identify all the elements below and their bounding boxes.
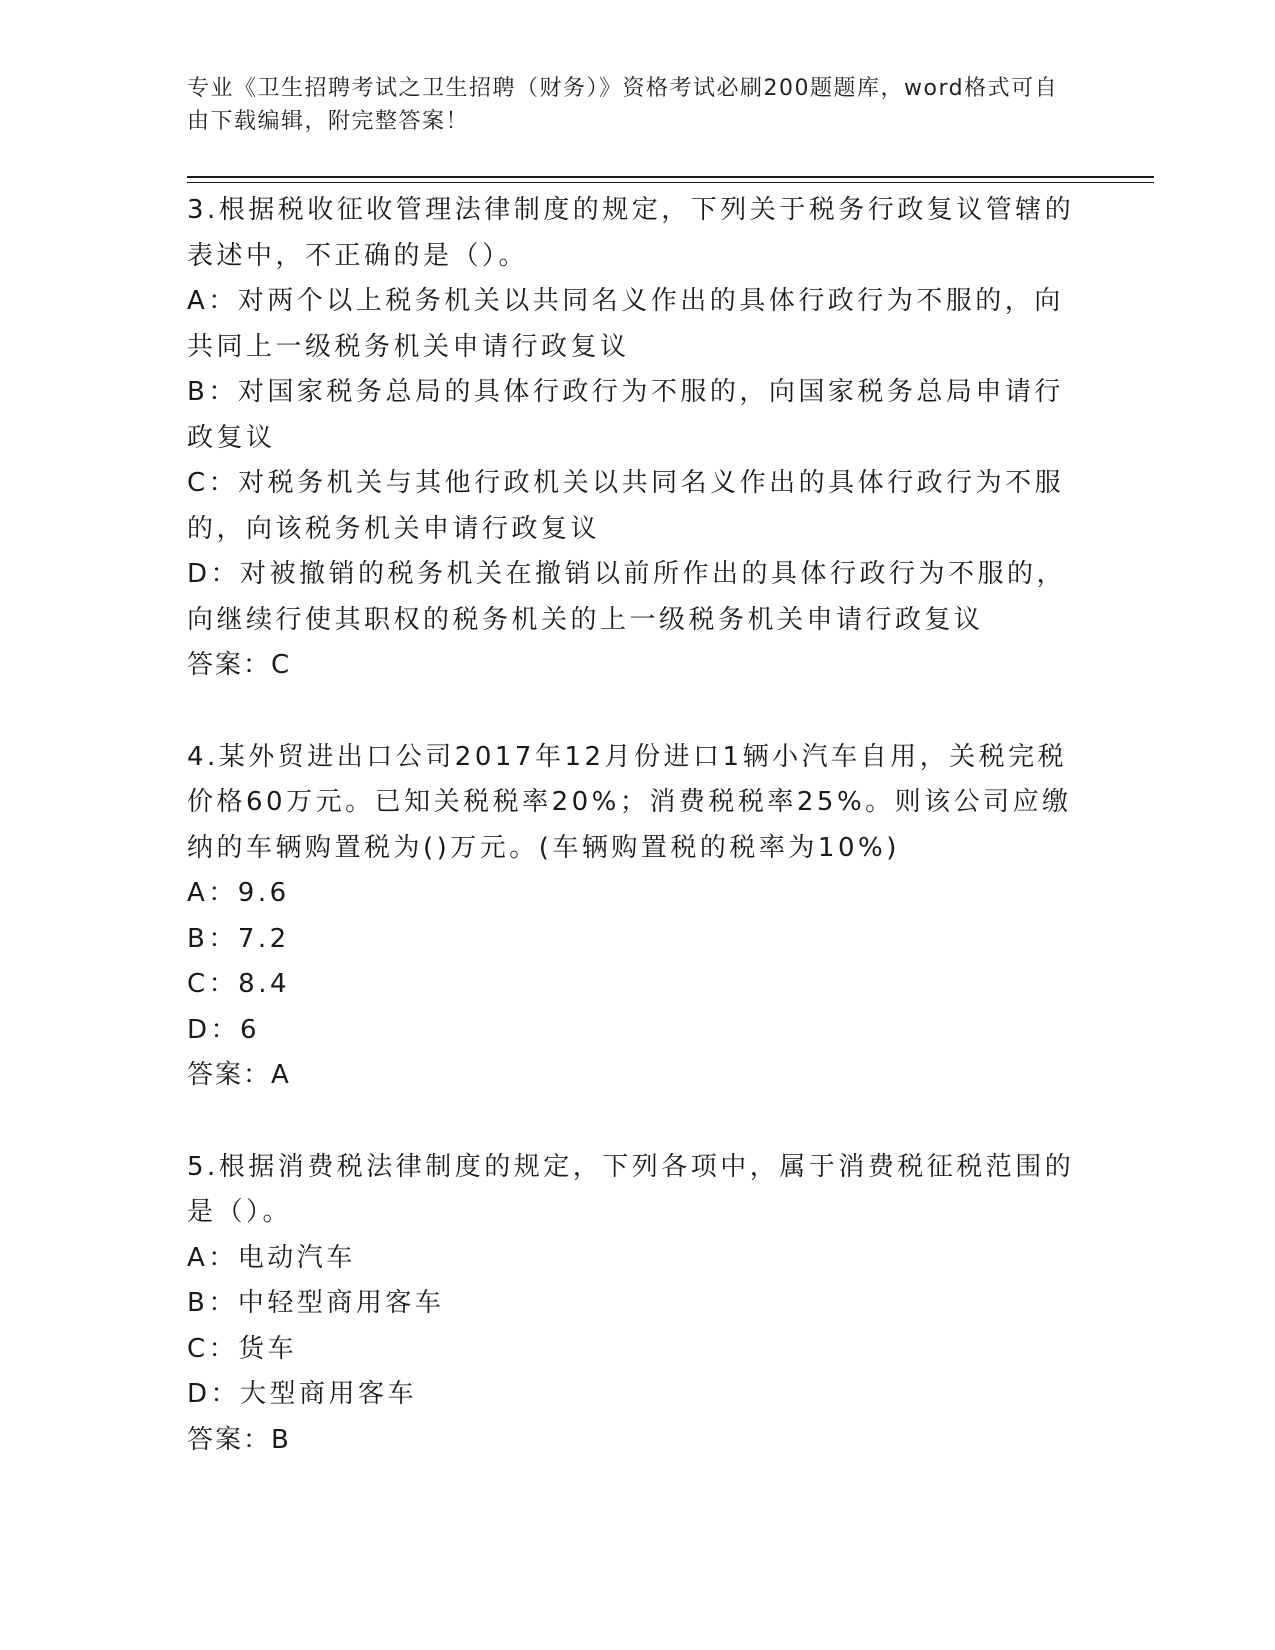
- answer-label: 答案：C: [187, 650, 292, 680]
- option-c: C：货车: [187, 1333, 298, 1364]
- header-divider-thin: [187, 182, 1154, 183]
- question-stem: 5.根据消费税法律制度的规定，下列各项中，属于消费税征税范围的是（）。: [187, 1151, 1075, 1227]
- option-d: D：6: [187, 1014, 261, 1045]
- option-c: C：8.4: [187, 969, 291, 999]
- option-b: B：中轻型商用客车: [187, 1288, 445, 1318]
- answer-label: 答案：A: [187, 1060, 291, 1090]
- option-b: B：对国家税务总局的具体行政行为不服的，向国家税务总局申请行政复议: [187, 377, 1064, 453]
- option-a: A：对两个以上税务机关以共同名义作出的具体行政行为不服的，向共同上一级税务机关申请行政复议: [187, 286, 1064, 362]
- question-3: [187, 188, 1077, 689]
- option-a: A：9.6: [187, 878, 290, 908]
- answer-label: 答案：B: [187, 1424, 291, 1455]
- question-5: [187, 1145, 1077, 1464]
- option-c: C：对税务机关与其他行政机关以共同名义作出的具体行政行为不服的，向该税务机关申请行政复议: [187, 468, 1065, 544]
- document-header: 专业《卫生招聘考试之卫生招聘（财务）》资格考试必刷200题题库，word格式可自由下载编辑，附完整答案！: [187, 76, 1059, 134]
- option-b: B：7.2: [187, 923, 290, 954]
- option-d: D：大型商用客车: [187, 1379, 418, 1409]
- option-a: A：电动汽车: [187, 1242, 356, 1273]
- question-list: [187, 188, 1077, 1509]
- question-4: [187, 735, 1077, 1099]
- header-divider-thick: [187, 176, 1154, 178]
- question-stem: 4.某外贸进出口公司2017年12月份进口1辆小汽车自用，关税完税价格60万元。已知关税税率20%；消费税税率25%。则该公司应缴纳的车辆购置税为()万元。(车辆购置税的税率为10%): [187, 741, 1072, 863]
- option-d: D：对被撤销的税务机关在撤销以前所作出的具体行政行为不服的，向继续行使其职权的税务机关的上一级税务机关申请行政复议: [187, 559, 1067, 635]
- question-stem: 3.根据税收征收管理法律制度的规定，下列关于税务行政复议管辖的表述中，不正确的是（）。: [187, 195, 1075, 271]
